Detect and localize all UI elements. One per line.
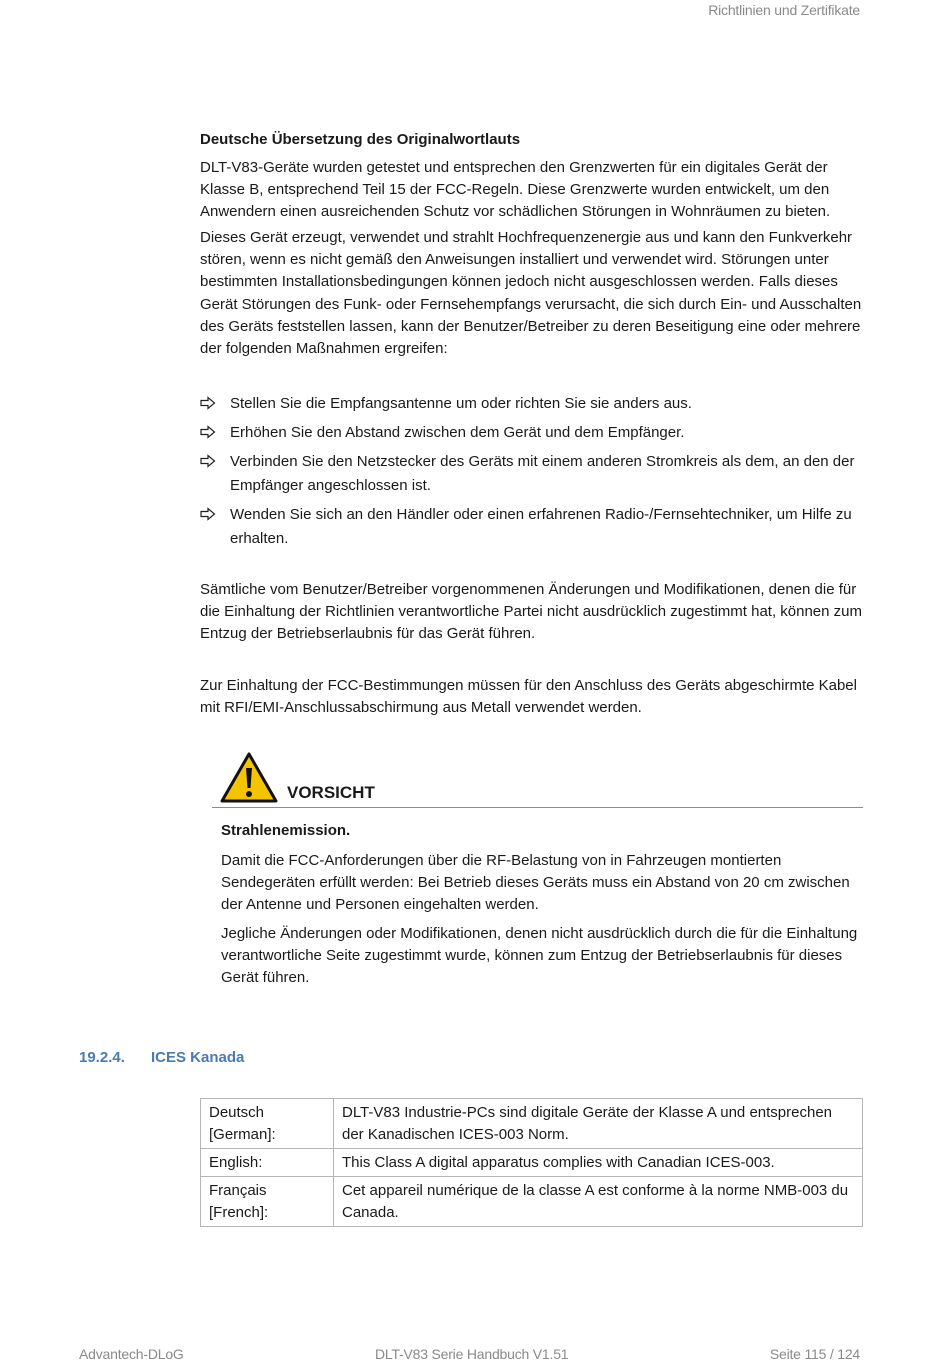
arrow-right-icon (200, 395, 216, 411)
paragraph-class-b: DLT-V83-Geräte wurden getestet und entsprechen den Grenzwerten für ein digitales Gerät der Klasse B, entsprechend Teil 15 der FCC-Regeln. Diese Grenzwerte wurden entwickelt, um den Anwendern einen ausreichenden Schutz vor schädlichen Störungen in Wohnräumen zu bieten. (200, 159, 831, 221)
table-row (201, 1177, 863, 1227)
table-row (201, 1149, 863, 1177)
table-cell-statement: Cet appareil numérique de la classe A est conforme à la norme NMB-003 du Canada. (334, 1177, 863, 1227)
footer-page-number: Seite 115 / 124 (769, 1346, 860, 1362)
table-cell-language: Français [French]: (201, 1177, 334, 1227)
section-number: 19.2.4. (79, 1049, 125, 1066)
header-section-title: Richtlinien und Zertifikate (708, 2, 860, 18)
list-item-text: Stellen Sie die Empfangsantenne um oder richten Sie sie anders aus. (230, 395, 692, 412)
list-item (200, 503, 862, 551)
warning-icon (220, 752, 278, 804)
list-item (200, 392, 862, 416)
list-item (200, 450, 862, 498)
list-item (200, 421, 862, 445)
section-heading: ICES Kanada (151, 1049, 245, 1066)
paragraph-interference: Dieses Gerät erzeugt, verwendet und strahlt Hochfrequenzenergie aus und kann den Funkverkehr stören, wenn es nicht gemäß den Anweisungen installiert und verwendet wird. Störungen unter bestimmten Installationsbedingungen können jedoch nicht ausgeschlossen werden. Falls dieses Gerät Störungen des Funk- oder Fernsehempfangs verursacht, die sich durch Ein- und Ausschalten des Geräts feststellen lassen, kann der Benutzer/Betreiber zu deren Beseitigung eine oder mehrere der folgenden Maßnahmen ergreifen: (200, 229, 862, 358)
table-cell-statement: This Class A digital apparatus complies with Canadian ICES-003. (334, 1149, 863, 1177)
table-row (201, 1099, 863, 1149)
ices-table (200, 1098, 863, 1227)
caution-title: VORSICHT (287, 783, 375, 802)
table-cell-language: Deutsch [German]: (201, 1099, 334, 1149)
caution-subtitle: Strahlenemission. (221, 822, 351, 839)
list-item-text: Wenden Sie sich an den Händler oder einen erfahrenen Radio-/Fernsehtechniker, um Hilfe zu erhalten. (230, 506, 852, 547)
table-cell-language: English: (201, 1149, 334, 1177)
paragraph-shielded-cables: Zur Einhaltung der FCC-Bestimmungen müssen für den Anschluss des Geräts abgeschirmte Kabel mit RFI/EMI-Anschlussabschirmung aus Metall verwendet werden. (200, 677, 857, 717)
list-item-text: Erhöhen Sie den Abstand zwischen dem Gerät und dem Empfänger. (230, 424, 685, 441)
arrow-right-icon (200, 424, 216, 440)
list-item-text: Verbinden Sie den Netzstecker des Geräts mit einem anderen Stromkreis als dem, an den der Empfänger angeschlossen ist. (230, 453, 855, 494)
arrow-right-icon (200, 506, 216, 522)
paragraph-modifications: Sämtliche vom Benutzer/Betreiber vorgenommenen Änderungen und Modifikationen, denen die für die Einhaltung der Richtlinien verantwortliche Partei nicht ausdrücklich zugestimmt hat, können zum Entzug der Betriebserlaubnis für das Gerät führen. (200, 581, 862, 643)
caution-paragraph-distance: Damit die FCC-Anforderungen über die RF-Belastung von in Fahrzeugen montierten Sendegeräten erfüllt werden: Bei Betrieb dieses Geräts muss ein Abstand von 20 cm zwischen der Antenne und Personen eingehalten werden. (221, 852, 850, 913)
footer-document-title: DLT-V83 Serie Handbuch V1.51 (375, 1346, 569, 1362)
caution-paragraph-modifications: Jegliche Änderungen oder Modifikationen, denen nicht ausdrücklich durch die für die Einhaltung verantwortliche Seite zugestimmt wurde, können zum Entzug der Betriebserlaubnis für dieses Gerät führen. (221, 925, 858, 986)
section-title: Deutsche Übersetzung des Originalwortlauts (200, 131, 521, 148)
table-cell-statement: DLT-V83 Industrie-PCs sind digitale Geräte der Klasse A und entsprechen der Kanadischen ICES-003 Norm. (334, 1099, 863, 1149)
measures-list (200, 392, 862, 556)
footer-company: Advantech-DLoG (79, 1346, 184, 1362)
caution-divider (212, 807, 863, 808)
arrow-right-icon (200, 453, 216, 469)
